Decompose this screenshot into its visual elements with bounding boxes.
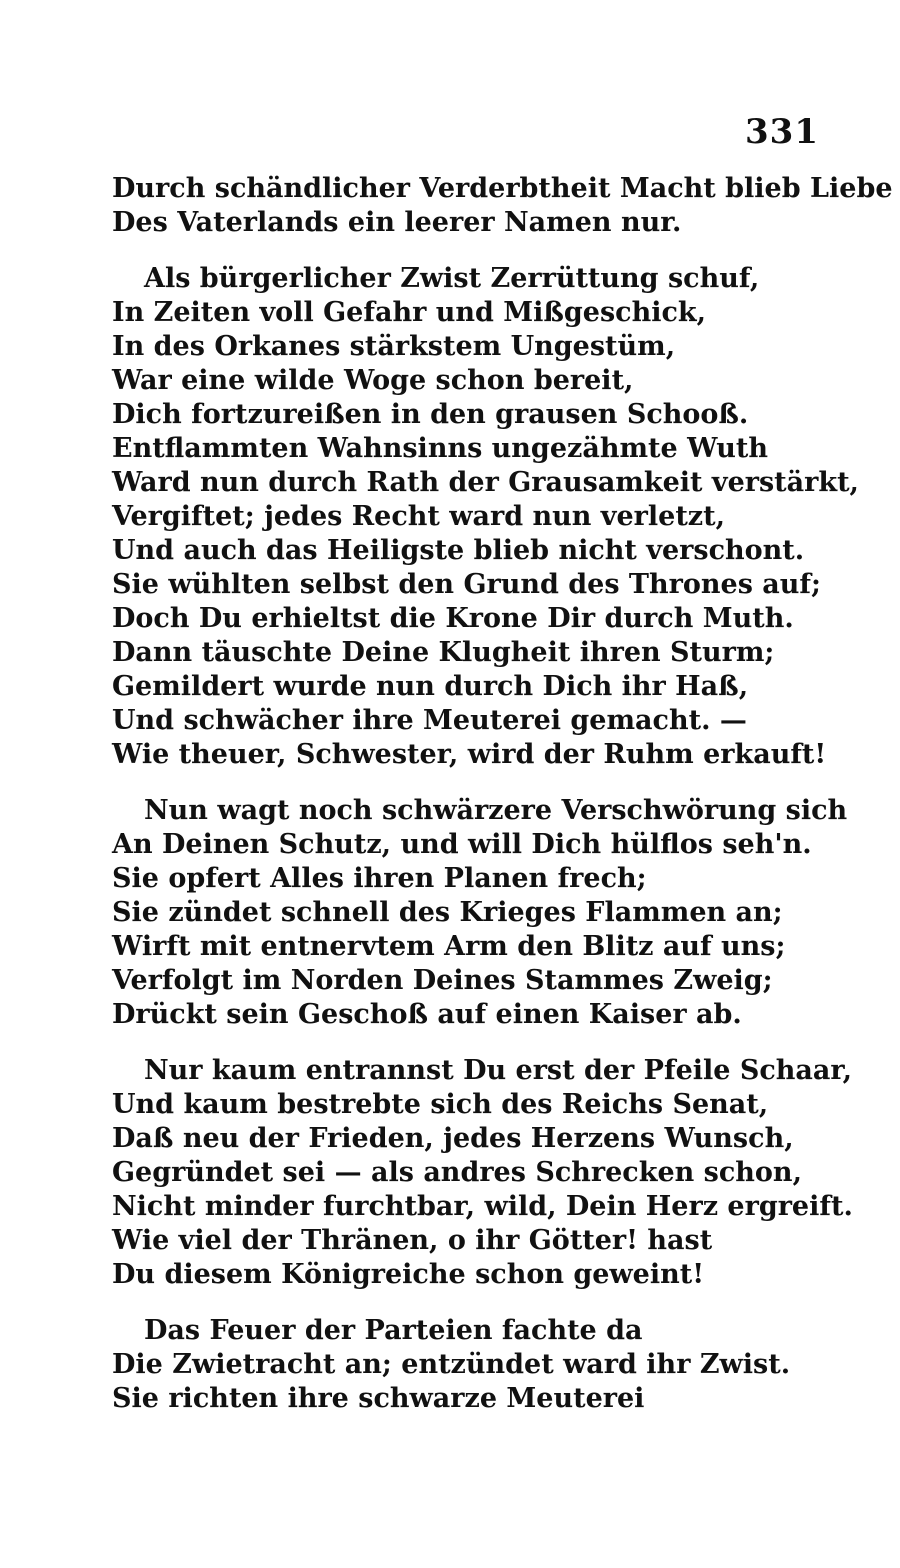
- poem-line: Des Vaterlands ein leerer Namen nur.: [112, 207, 682, 238]
- poem-line: War eine wilde Woge schon bereit,: [112, 365, 634, 396]
- poem-line: Gegründet sei — als andres Schrecken schon,: [112, 1157, 802, 1188]
- poem-line: Sie zündet schnell des Krieges Flammen an;: [112, 897, 783, 928]
- page-number: 331: [745, 112, 819, 152]
- poem-line: Ward nun durch Rath der Grausamkeit verstärkt,: [112, 467, 859, 498]
- poem-line: Nun wagt noch schwärzere Verschwörung sich: [144, 795, 848, 826]
- stanza-3: [112, 794, 848, 1032]
- poem-line: Die Zwietracht an; entzündet ward ihr Zwist.: [112, 1349, 791, 1380]
- poem-line: Sie opfert Alles ihren Planen frech;: [112, 863, 647, 894]
- poem-line: Und kaum bestrebte sich des Reichs Senat,: [112, 1089, 769, 1120]
- stanza-gap: [112, 240, 792, 262]
- poem-line: Vergiftet; jedes Recht ward nun verletzt,: [112, 501, 726, 532]
- stanza-5: [112, 1314, 792, 1416]
- poem-line: Durch schändlicher Verderbtheit Macht blieb Liebe: [112, 173, 893, 204]
- poem-text: [112, 172, 893, 1416]
- poem-line: Wie theuer, Schwester, wird der Ruhm erkauft!: [112, 739, 827, 770]
- poem-line: Entflammten Wahnsinns ungezähmte Wuth: [112, 433, 769, 464]
- poem-line: Wirft mit entnervtem Arm den Blitz auf uns;: [112, 931, 786, 962]
- stanza-gap: [112, 1032, 792, 1054]
- poem-line: Gemildert wurde nun durch Dich ihr Haß,: [112, 671, 749, 702]
- poem-line: In Zeiten voll Gefahr und Mißgeschick,: [112, 297, 707, 328]
- poem-line: Das Feuer der Parteien fachte da: [144, 1315, 643, 1346]
- stanza-gap: [112, 772, 792, 794]
- poem-line: Doch Du erhieltst die Krone Dir durch Muth.: [112, 603, 794, 634]
- poem-line: Dann täuschte Deine Klugheit ihren Sturm;: [112, 637, 775, 668]
- poem-line: Dich fortzureißen in den grausen Schooß.: [112, 399, 749, 430]
- poem-line: Wie viel der Thränen, o ihr Götter! hast: [112, 1225, 713, 1256]
- poem-line: Du diesem Königreiche schon geweint!: [112, 1259, 705, 1290]
- poem-line: In des Orkanes stärkstem Ungestüm,: [112, 331, 676, 362]
- stanza-gap: [112, 1292, 792, 1314]
- poem-line: Und auch das Heiligste blieb nicht verschont.: [112, 535, 805, 566]
- poem-line: An Deinen Schutz, und will Dich hülflos seh'n.: [112, 829, 812, 860]
- stanza-4: [112, 1054, 853, 1292]
- poem-line: Daß neu der Frieden, jedes Herzens Wunsch,: [112, 1123, 794, 1154]
- stanza-2: [112, 262, 859, 772]
- poem-line: Und schwächer ihre Meuterei gemacht. —: [112, 705, 747, 736]
- poem-line: Als bürgerlicher Zwist Zerrüttung schuf,: [144, 263, 760, 294]
- poem-line: Nicht minder furchtbar, wild, Dein Herz ergreift.: [112, 1191, 853, 1222]
- poem-line: Sie wühlten selbst den Grund des Thrones auf;: [112, 569, 822, 600]
- poem-line: Nur kaum entrannst Du erst der Pfeile Schaar,: [144, 1055, 853, 1086]
- poem-line: Drückt sein Geschoß auf einen Kaiser ab.: [112, 999, 742, 1030]
- poem-line: Verfolgt im Norden Deines Stammes Zweig;: [112, 965, 773, 996]
- stanza-1: [112, 172, 893, 240]
- poem-line: Sie richten ihre schwarze Meuterei: [112, 1383, 645, 1414]
